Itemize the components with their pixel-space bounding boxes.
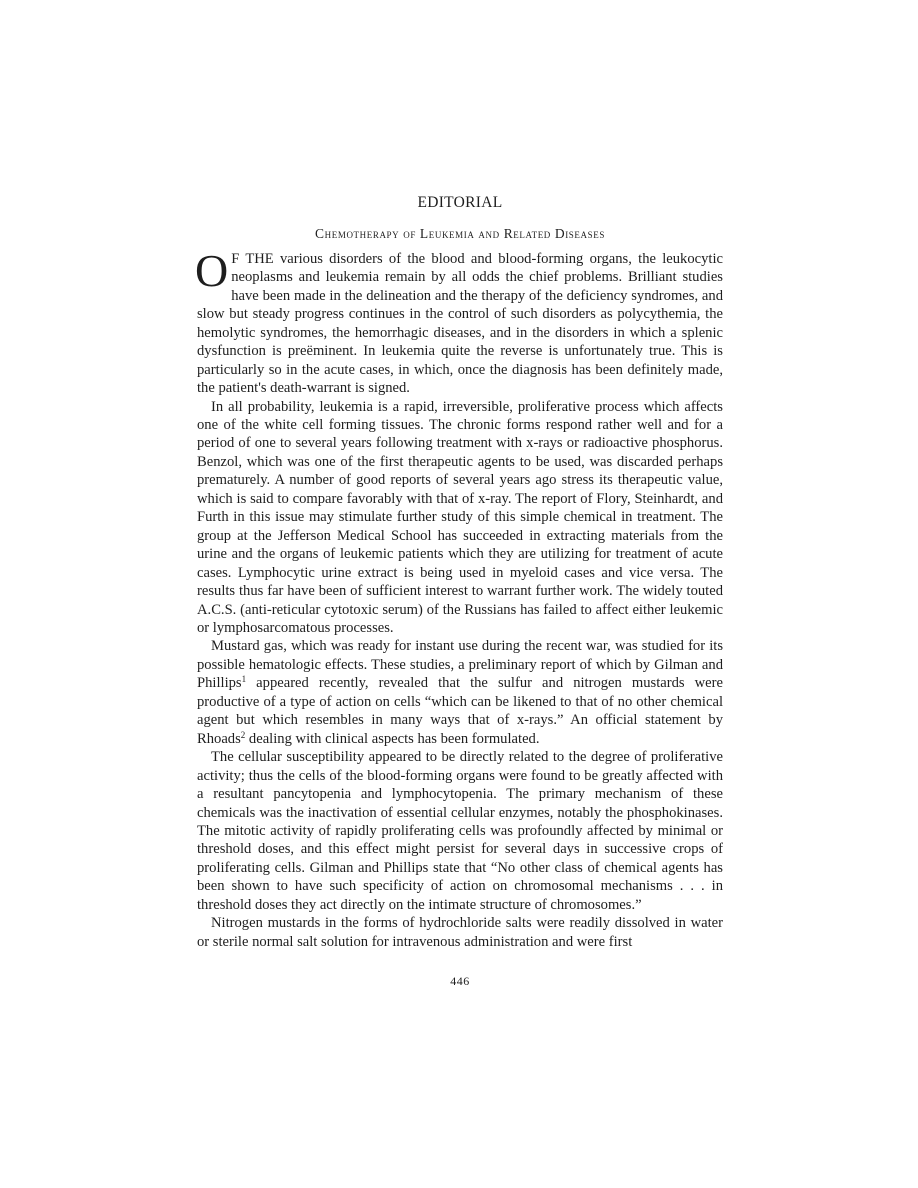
- reference-1: 1: [241, 674, 247, 685]
- paragraph-5: Nitrogen mustards in the forms of hydrochloride salts were readily dissolved in water or sterile normal salt solution for intravenous administration and were first: [197, 915, 723, 950]
- paragraph-3-text-a: Mustard gas, which was ready for instant use during the recent war, was studied for its possible hematologic effects. These studies, a preliminary report of which by Gilman and Phillips: [197, 638, 723, 692]
- drop-cap: O: [195, 244, 229, 296]
- paragraph-1-text: various disorders of the blood and blood-forming organs, the leukocytic neoplasms and leukemia remain by all odds the chief problems. Brilliant studies have been made in the delineation and the therapy of the deficiency syndromes, and slow but steady progress continues in the control of such disorders as polycythemia, the hemolytic syndromes, the hemorrhagic diseases, and in the disorders in which a splenic dysfunction is preëminent. In leukemia quite the reverse is unfortunately true. This is particularly so in the acute cases, in which, once the diagnosis has been definitely made, the patient's death-warrant is signed.: [197, 250, 723, 397]
- paragraph-1: [195, 244, 723, 398]
- paragraph-4: The cellular susceptibility appeared to be directly related to the degree of proliferative activity; thus the cells of the blood-forming organs were found to be greatly affected with a resultant pancytopenia and lymphocytopenia. The primary mechanism of these chemicals was the inactivation of essential cellular enzymes, notably the phosphokinases. The mitotic activity of rapidly proliferating cells was profoundly affected by minimal or threshold doses, and this effect might persist for several days in successive crops of proliferating cells. Gilman and Phillips state that “No other class of chemical agents has been shown to have such specificity of action on chromosomal mechanisms . . . in threshold doses they act directly on the intimate structure of chromosomes.”: [197, 749, 723, 913]
- lead-in: F THE: [231, 250, 274, 267]
- paragraph-3-text-b: appeared recently, revealed that the sulfur and nitrogen mustards were productive of a type of action on cells “which can be likened to that of no other chemical agent but which resembles in many ways that of x-rays.” An official statement by Rhoads: [197, 675, 723, 747]
- paragraph-3-text-c: dealing with clinical aspects has been formulated.: [245, 730, 540, 747]
- paragraph-2: In all probability, leukemia is a rapid, irreversible, proliferative process which affects one of the white cell forming tissues. The chronic forms respond rather well and for a period of one to several years following treatment with x-rays or radioactive phosphorus. Benzol, which was one of the first therapeutic agents to be used, was discarded perhaps prematurely. A number of good reports of several years ago stress its therapeutic value, which is said to compare favorably with that of x-ray. The report of Flory, Steinhardt, and Furth in this issue may stimulate further study of this simple chemical in treatment. The group at the Jefferson Medical School has succeeded in extracting materials from the urine and the organs of leukemic patients which they are utilizing for treatment of acute cases. Lymphocytic urine extract is being used in myeloid cases and vice versa. The results thus far have been of sufficient interest to warrant further work. The widely touted A.C.S. (anti-reticular cytotoxic serum) of the Russians has failed to affect either leukemic or lymphosarcomatous processes.: [197, 398, 723, 636]
- paragraph-3: [197, 637, 723, 748]
- journal-page: [195, 194, 723, 988]
- page-number: 446: [450, 974, 470, 988]
- reference-2: 2: [240, 729, 246, 740]
- article-title: Chemotherapy of Leukemia and Related Diseases: [315, 226, 605, 242]
- section-title: EDITORIAL: [417, 194, 503, 211]
